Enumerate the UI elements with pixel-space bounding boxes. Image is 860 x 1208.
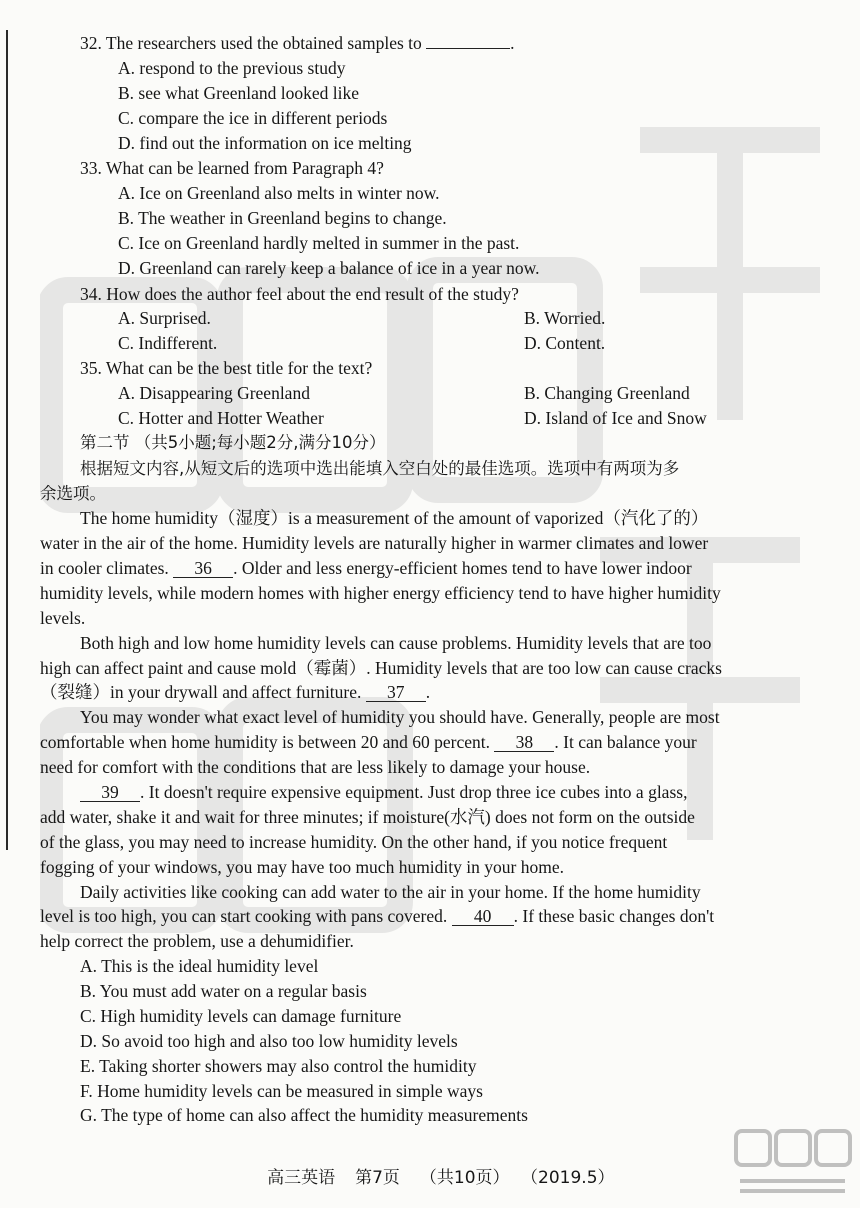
passage-line: humidity levels, while modern homes with higher energy efficiency tend to have higher humidity xyxy=(40,583,721,603)
question-34-option-a: A. Surprised. xyxy=(118,308,211,328)
passage-line: in cooler climates. 36 . Older and less energy-efficient homes tend to have lower indoor xyxy=(40,558,692,578)
blank-40: 40 xyxy=(452,907,514,926)
question-35-option-d: D. Island of Ice and Snow xyxy=(524,408,707,428)
answer-blank xyxy=(426,48,510,49)
passage-line: of the glass, you may need to increase humidity. On the other hand, if you notice frequent xyxy=(40,832,668,852)
question-32-option-b: B. see what Greenland looked like xyxy=(118,83,360,103)
passage-line: need for comfort with the conditions that are less likely to damage your house. xyxy=(40,757,591,777)
passage-line: Daily activities like cooking can add water to the air in your home. If the home humidity xyxy=(80,882,701,902)
passage-line: （裂缝）in your drywall and affect furniture. 37 . xyxy=(40,682,431,702)
passage-line: help correct the problem, use a dehumidifier. xyxy=(40,931,354,951)
section-heading: 第二节 （共5小题;每小题2分,满分10分） xyxy=(80,433,386,452)
corner-logo-icon xyxy=(730,1125,855,1197)
binding-line xyxy=(6,30,8,850)
choice-f: F. Home humidity levels can be measured in simple ways xyxy=(80,1081,483,1101)
section-instruction-cont: 余选项。 xyxy=(40,484,106,503)
passage-line: comfortable when home humidity is between 20 and 60 percent. 38 . It can balance your xyxy=(40,732,697,752)
question-35-option-b: B. Changing Greenland xyxy=(524,383,690,403)
passage-line: high can affect paint and cause mold（霉菌）. Humidity levels that are too low can cause cracks xyxy=(40,658,722,678)
passage-line: levels. xyxy=(40,608,86,628)
question-34-option-d: D. Content. xyxy=(524,333,606,353)
question-32-option-c: C. compare the ice in different periods xyxy=(118,108,388,128)
choice-g: G. The type of home can also affect the humidity measurements xyxy=(80,1105,528,1125)
blank-36: 36 xyxy=(173,559,233,578)
question-33-option-d: D. Greenland can rarely keep a balance of ice in a year now. xyxy=(118,258,540,278)
question-35-stem: 35. What can be the best title for the text? xyxy=(80,358,373,378)
section-instruction: 根据短文内容,从短文后的选项中选出能填入空白处的最佳选项。选项中有两项为多 xyxy=(80,459,680,478)
passage-line: level is too high, you can start cooking with pans covered. 40 . If these basic changes don't xyxy=(40,906,715,926)
question-32-option-d: D. find out the information on ice melting xyxy=(118,133,412,153)
passage-line: water in the air of the home. Humidity levels are naturally higher in warmer climates and lower xyxy=(40,533,709,553)
question-35-option-a: A. Disappearing Greenland xyxy=(118,383,310,403)
blank-37: 37 xyxy=(366,683,426,702)
passage-line: fogging of your windows, you may have too much humidity in your home. xyxy=(40,857,564,877)
footer-date: （2019.5） xyxy=(529,1168,615,1188)
passage-line: You may wonder what exact level of humidity you should have. Generally, people are most xyxy=(80,707,720,727)
passage-line: 39 . It doesn't require expensive equipment. Just drop three ice cubes into a glass, xyxy=(80,781,687,803)
question-32-option-a: A. respond to the previous study xyxy=(118,58,346,78)
passage-line: The home humidity（湿度）is a measurement of the amount of vaporized（汽化了的） xyxy=(80,508,709,528)
choice-e: E. Taking shorter showers may also control the humidity xyxy=(80,1056,477,1076)
choice-a: A. This is the ideal humidity level xyxy=(80,956,319,976)
choice-b: B. You must add water on a regular basis xyxy=(80,981,367,1001)
choice-c: C. High humidity levels can damage furniture xyxy=(80,1006,402,1026)
choice-d: D. So avoid too high and also too low humidity levels xyxy=(80,1031,458,1051)
question-32-stem: 32. The researchers used the obtained samples to . xyxy=(80,33,515,53)
question-34-stem: 34. How does the author feel about the end result of the study? xyxy=(80,284,519,304)
question-33-stem: 33. What can be learned from Paragraph 4? xyxy=(80,158,384,178)
question-33-option-a: A. Ice on Greenland also melts in winter now. xyxy=(118,183,440,203)
footer-total: （共10页） xyxy=(419,1168,510,1188)
footer-subject: 高三英语 xyxy=(267,1168,336,1188)
footer-page: 第7页 xyxy=(355,1168,400,1188)
blank-39: 39 xyxy=(80,783,140,802)
question-33-option-b: B. The weather in Greenland begins to change. xyxy=(118,208,447,228)
question-33-option-c: C. Ice on Greenland hardly melted in summer in the past. xyxy=(118,233,520,253)
question-34-option-c: C. Indifferent. xyxy=(118,333,218,353)
blank-38: 38 xyxy=(494,733,554,752)
question-35-option-c: C. Hotter and Hotter Weather xyxy=(118,408,324,428)
passage-line: add water, shake it and wait for three minutes; if moisture(水汽) does not form on the outside xyxy=(40,807,695,827)
passage-line: Both high and low home humidity levels can cause problems. Humidity levels that are too xyxy=(80,633,712,653)
question-34-option-b: B. Worried. xyxy=(524,308,606,328)
